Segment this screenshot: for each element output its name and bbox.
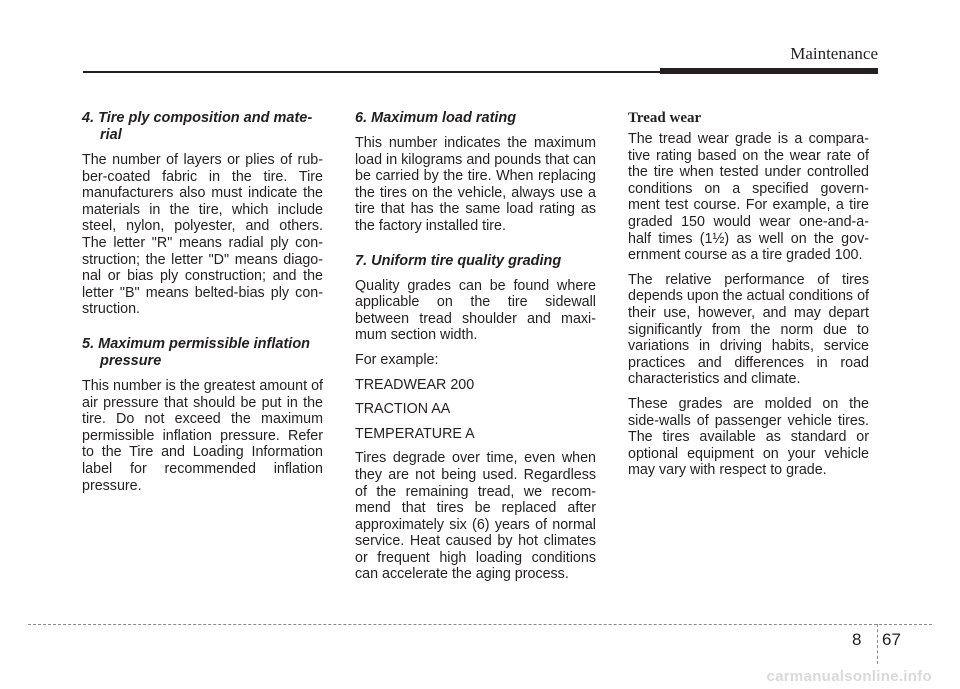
footer-dashed-rule: [28, 624, 932, 625]
paragraph-tread-wear-3: These grades are molded on the side-walls of passenger vehicle tires. The tires available as standard or optional equipment on your vehicle may vary with respect to grade.: [628, 395, 869, 479]
example-label: For example:: [355, 351, 439, 368]
heading-tread-wear: Tread wear: [628, 110, 702, 126]
page-number: 67: [882, 630, 901, 649]
watermark: carmanualsonline.info: [766, 668, 932, 685]
paragraph-max-load: This number indicates the maximum load in kilograms and pounds that can be carried by the tire. When replacing the tires on the vehicle, always use a tire that has the same load rating as the factory installed tire.: [355, 135, 596, 234]
paragraph-tire-aging: Tires degrade over time, even when they are not being used. Regardless of the remaining tread, we recom- mend that tires be replaced after approximately six (6) years of normal service. Heat caused by hot climates or frequent high loading conditions can accelerate the aging process.: [355, 450, 596, 583]
heading-utqg: 7. Uniform tire quality grading: [355, 252, 562, 269]
paragraph-tread-wear-1: The tread wear grade is a compara- tive rating based on the wear rate of the tire when tested under controlled conditions on a specified govern- ment test course. For example, a tire graded 150 would wear one-and-a- half times (1½) as well on the gov- ernment course as a tire graded 100.: [628, 131, 869, 264]
paragraph-max-inflation: This number is the greatest amount of air pressure that should be put in the tire. Do not exceed the maximum permissible inflation pressure. Refer to the Tire and Loading Information label for recommended inflation pressure.: [82, 377, 323, 494]
heading-ply-composition: [82, 110, 323, 144]
heading-line: 4. Tire ply composition and mate-: [82, 110, 313, 126]
header-rule: [83, 71, 663, 73]
header-rule-accent: [660, 68, 878, 74]
column-2: [355, 110, 596, 591]
column-1: [82, 110, 323, 502]
example-traction: TRACTION AA: [355, 401, 451, 418]
paragraph-tread-wear-2: The relative performance of tires depends upon the actual conditions of their use, however, and may depart significantly from the norm due to variations in driving habits, service practices and differences in road characteristics and climate.: [628, 271, 869, 388]
column-3: [628, 110, 869, 487]
heading-max-load: 6. Maximum load rating: [355, 110, 517, 126]
example-treadwear: TREADWEAR 200: [355, 376, 475, 393]
paragraph-ply-composition: The number of layers or plies of rub- ber-coated fabric in the tire. Tire manufacturers also must indicate the materials in the tire, which include steel, nylon, polyester, and others. The letter "R" means radial ply con- struction; the letter "D" means diago- nal or bias ply construction; and the letter "B" means belted-bias ply con- struction.: [82, 152, 323, 318]
footer-divider: [877, 624, 878, 664]
paragraph-utqg: Quality grades can be found where applicable on the tire sidewall between tread shoulder and maxi- mum section width.: [355, 277, 596, 344]
heading-line: pressure: [100, 352, 162, 369]
heading-max-inflation: [82, 336, 323, 370]
section-title: Maintenance: [790, 44, 878, 63]
heading-line: rial: [100, 127, 122, 143]
example-temperature: TEMPERATURE A: [355, 425, 475, 442]
chapter-number: 8: [852, 630, 862, 649]
heading-line: 5. Maximum permissible inflation: [82, 335, 311, 352]
